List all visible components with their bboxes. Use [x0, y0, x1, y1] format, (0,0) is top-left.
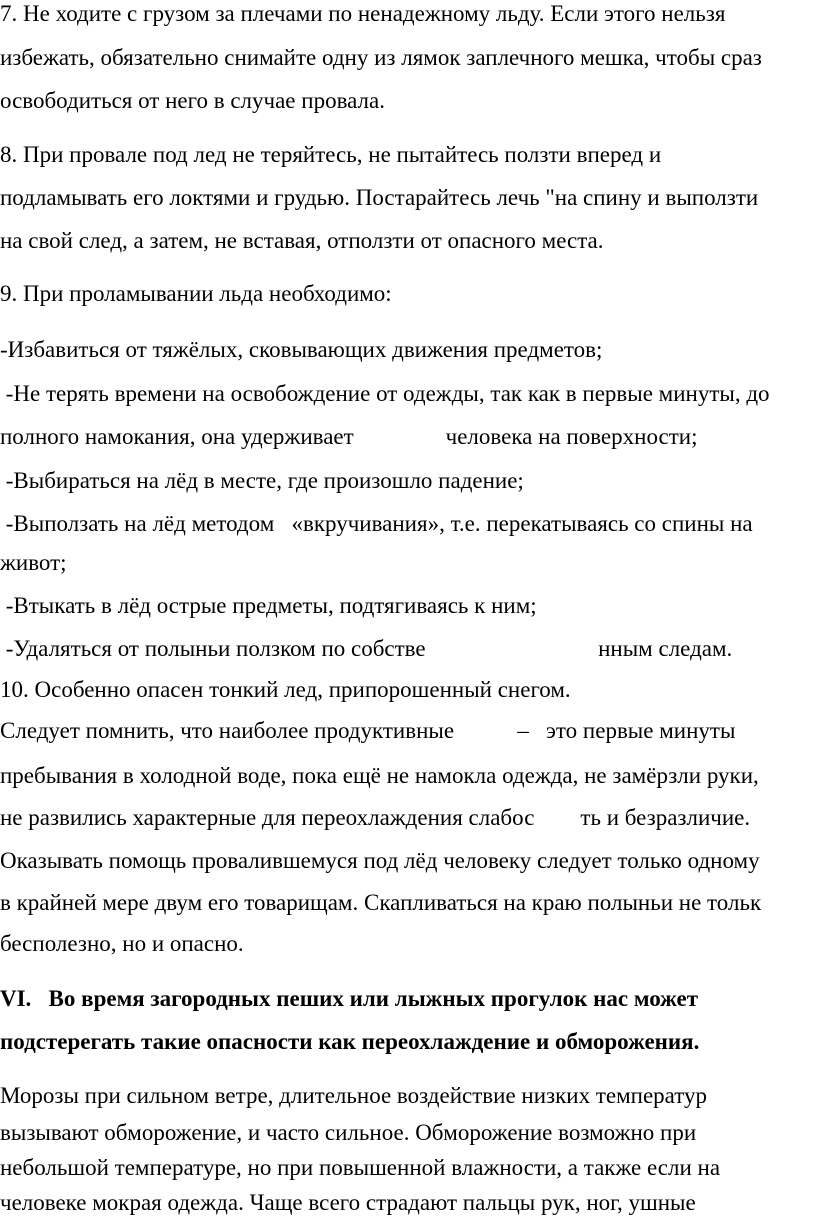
text-line: небольшой температуре, но при повышенной влажности, а также если на [0, 1155, 721, 1180]
text-line: 10. Особенно опасен тонкий лед, припорошенный снегом. [0, 677, 571, 702]
section-heading-line: подстерегать такие опасности как переохлаждение и обморожения. [0, 1029, 700, 1054]
text-line: Оказывать помощь провалившемуся под лёд человеку следует только одному [0, 848, 760, 873]
text-line: 7. Не ходите с грузом за плечами по ненадежному льду. Если этого нельзя [0, 1, 726, 26]
text-line: освободиться от него в случае провала. [0, 88, 385, 113]
text-line: человеке мокрая одежда. Чаще всего страдают пальцы рук, ног, ушные [0, 1190, 696, 1215]
text-line: -Не терять времени на освобождение от одежды, так как в первые минуты, до [0, 381, 770, 406]
text-line: пребывания в холодной воде, пока ещё не намокла одежда, не замёрзли руки, [0, 763, 759, 788]
text-line: -Выбираться на лёд в месте, где произошло падение; [0, 468, 524, 493]
section-heading-line: VI. Во время загородных пеших или лыжных прогулок нас может [0, 986, 699, 1011]
text-line: -Выползать на лёд методом «вкручивания», т.е. перекатываясь со спины на [0, 511, 753, 536]
text-line: на свой след, а затем, не вставая, отползти от опасного места. [0, 228, 604, 253]
text-line: вызывают обморожение, и часто сильное. Обморожение возможно при [0, 1120, 697, 1145]
text-line: -Втыкать в лёд острые предметы, подтягиваясь к ним; [0, 593, 537, 618]
text-line: в крайней мере двум его товарищам. Скапливаться на краю полыньи не тольк [0, 890, 762, 915]
text-line: бесполезно, но и опасно. [0, 931, 244, 956]
text-line: подламывать его локтями и грудью. Постарайтесь лечь "на спину и выползти [0, 185, 759, 210]
text-line: -Удаляться от полыньи ползком по собстве нным следам. [0, 636, 733, 661]
text-line: избежать, обязательно снимайте одну из лямок заплечного мешка, чтобы сраз [0, 45, 762, 70]
text-line: Следует помнить, что наиболее продуктивные – это первые минуты [0, 718, 736, 743]
text-line: не развились характерные для переохлаждения слабос ть и безразличие. [0, 805, 751, 830]
text-line: Морозы при сильном ветре, длительное воздействие низких температур [0, 1083, 708, 1108]
text-line: 9. При проламывании льда необходимо: [0, 281, 392, 306]
text-line: -Избавиться от тяжёлых, сковывающих движения предметов; [0, 337, 603, 362]
text-line: полного намокания, она удерживает человека на поверхности; [0, 424, 698, 449]
text-line: живот; [0, 550, 67, 575]
text-line: 8. При провале под лед не теряйтесь, не пытайтесь ползти вперед и [0, 142, 662, 167]
